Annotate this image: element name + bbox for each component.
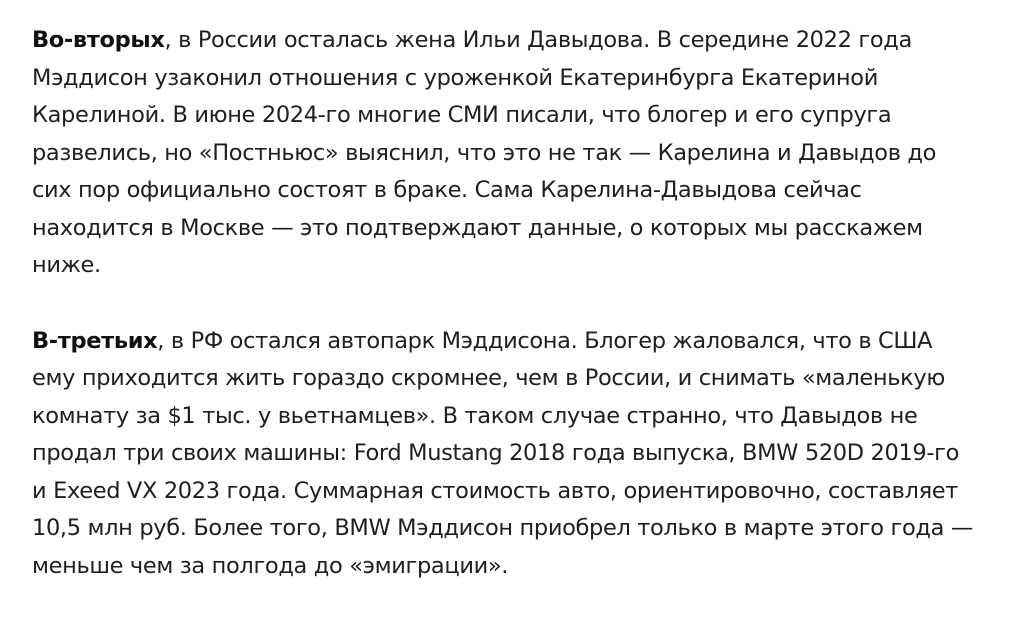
paragraph-third-point — [32, 323, 992, 586]
article-body — [32, 22, 992, 585]
paragraph-line: развелись, но «Постньюс» выяснил, что это не так — Карелина и Давыдов до — [32, 139, 937, 166]
paragraph-line: меньше чем за полгода до «эмиграции». — [32, 552, 509, 579]
paragraph-line: и Exeed VX 2023 года. Суммарная стоимость авто, ориентировочно, составляет — [32, 477, 959, 504]
paragraph-line: ему приходится жить гораздо скромнее, чем в России, и снимать «маленькую — [32, 365, 945, 391]
paragraph-line-text: , в РФ остался автопарк Мэддисона. Блогер жаловался, что в США — [157, 327, 933, 354]
paragraph-line: Мэддисон узаконил отношения с уроженкой Екатеринбурга Екатериной — [32, 64, 878, 91]
paragraph-line: комнату за $1 тыс. у вьетнамцев». В таком случае странно, что Давыдов не — [32, 402, 918, 429]
paragraph-line: находится в Москве — это подтверждают данные, о которых мы расскажем — [32, 214, 923, 241]
paragraph-second-point — [32, 22, 992, 285]
paragraph-lead: Во-вторых — [32, 27, 165, 53]
paragraph-line — [32, 323, 992, 361]
paragraph-lead: В-третьих — [32, 327, 158, 354]
paragraph-line: 10,5 млн руб. Более того, BMW Мэддисон приобрел только в марте этого года — — [32, 515, 973, 541]
paragraph-line — [32, 22, 992, 60]
paragraph-line: продал три своих машины: Ford Mustang 2018 года выпуска, BMW 520D 2019-го — [32, 440, 960, 466]
paragraph-line-text: , в России осталась жена Ильи Давыдова. В середине 2022 года — [164, 27, 912, 53]
paragraph-line: Карелиной. В июне 2024-го многие СМИ писали, что блогер и его супруга — [32, 102, 892, 128]
paragraph-line: ниже. — [32, 252, 101, 278]
paragraph-line: сих пор официально состоят в браке. Сама Карелина-Давыдова сейчас — [32, 177, 862, 203]
